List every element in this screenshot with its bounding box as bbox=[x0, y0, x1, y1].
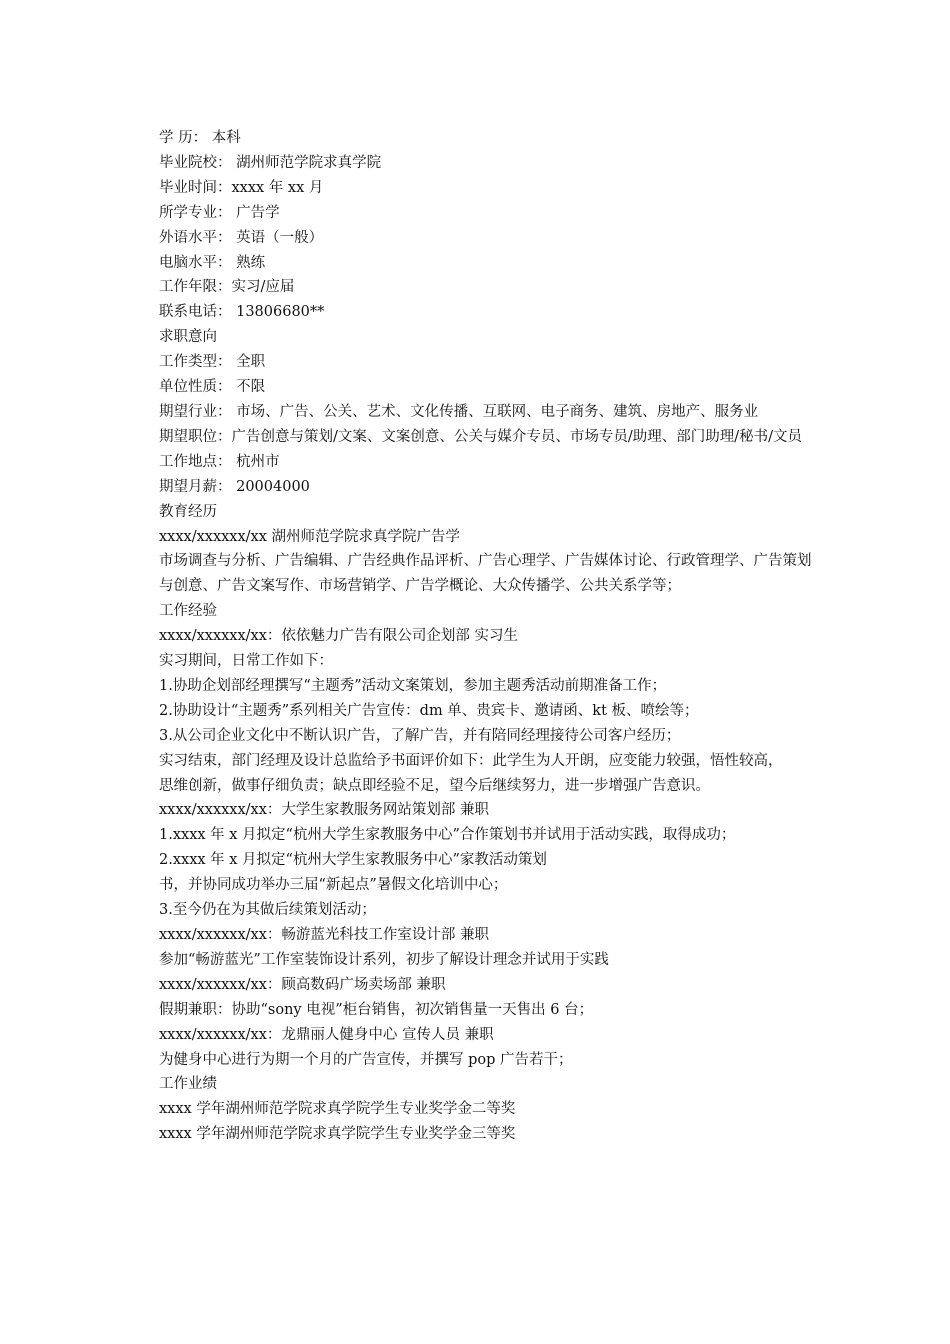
text-line: xxxx/xxxxxx/xx：大学生家教服务网站策划部 兼职 bbox=[159, 802, 490, 819]
text-line: 工作类型： 全职 bbox=[159, 354, 266, 371]
text-line: 参加“畅游蓝光”工作室装饰设计系列，初步了解设计理念并试用于实践 bbox=[159, 951, 609, 968]
text-line: 工作年限：实习/应届 bbox=[159, 279, 295, 296]
text-line: 书，并协同成功举办三届“新起点”暑假文化培训中心； bbox=[159, 877, 508, 894]
text-line: 工作地点： 杭州市 bbox=[159, 453, 280, 470]
text-line: 实习期间，日常工作如下： bbox=[159, 653, 333, 670]
text-line: 2.协助设计“主题秀”系列相关广告宣传：dm 单、贵宾卡、邀请函、kt 板、喷绘等； bbox=[159, 702, 699, 719]
text-line: 毕业时间：xxxx 年 xx 月 bbox=[159, 179, 324, 196]
text-line: 3.从公司企业文化中不断认识广告，了解广告，并有陪同经理接待公司客户经历； bbox=[159, 727, 681, 744]
resume-content bbox=[144, 126, 814, 1147]
text-line: xxxx 学年湖州师范学院求真学院学生专业奖学金三等奖 bbox=[159, 1126, 516, 1143]
text-line: 思维创新，做事仔细负责；缺点即经验不足，望今后继续努力，进一步增强广告意识。 bbox=[159, 777, 710, 794]
text-line: 毕业院校： 湖州师范学院求真学院 bbox=[159, 154, 382, 171]
text-line: 期望职位：广告创意与策划/文案、文案创意、公关与媒介专员、市场专员/助理、部门助理/秘书/文员 bbox=[159, 428, 803, 445]
text-line: 教育经历 bbox=[159, 503, 217, 520]
text-line: xxxx 学年湖州师范学院求真学院学生专业奖学金二等奖 bbox=[159, 1101, 516, 1118]
text-line: 电脑水平： 熟练 bbox=[159, 254, 266, 271]
text-line: 1.xxxx 年 x 月拟定“杭州大学生家教服务中心”合作策划书并试用于活动实践，取得成功； bbox=[159, 827, 736, 844]
text-line: 期望行业： 市场、广告、公关、艺术、文化传播、互联网、电子商务、建筑、房地产、服务业 bbox=[159, 403, 759, 420]
text-line: xxxx/xxxxxx/xx 湖州师范学院求真学院广告学 bbox=[159, 528, 461, 545]
text-line: 为健身中心进行为期一个月的广告宣传，并撰写 pop 广告若干； bbox=[159, 1051, 573, 1068]
text-line: 外语水平： 英语（一般） bbox=[159, 229, 324, 246]
text-line: xxxx/xxxxxx/xx：顾高数码广场卖场部 兼职 bbox=[159, 976, 446, 993]
text-line: 工作业绩 bbox=[159, 1076, 217, 1093]
text-line: 市场调查与分析、广告编辑、广告经典作品评析、广告心理学、广告媒体讨论、行政管理学、广告策划与创意、广告文案写作、市场营销学、广告学概论、大众传播学、公共关系学等； bbox=[159, 553, 812, 595]
text-line: 学 历： 本科 bbox=[159, 130, 241, 146]
text-line: 3.至今仍在为其做后续策划活动； bbox=[159, 902, 376, 919]
text-line: xxxx/xxxxxx/xx：畅游蓝光科技工作室设计部 兼职 bbox=[159, 927, 490, 943]
text-line: 期望月薪： 20004000 bbox=[159, 478, 310, 495]
text-line: 2.xxxx 年 x 月拟定“杭州大学生家教服务中心”家教活动策划 bbox=[159, 852, 547, 869]
text-line: 单位性质： 不限 bbox=[159, 379, 266, 396]
text-line: 实习结束，部门经理及设计总监给予书面评价如下：此学生为人开朗，应变能力较强，悟性较高， bbox=[159, 752, 783, 769]
text-line: 工作经验 bbox=[159, 603, 217, 620]
text-line: xxxx/xxxxxx/xx：依依魅力广告有限公司企划部 实习生 bbox=[159, 628, 519, 645]
text-line: 所学专业： 广告学 bbox=[159, 204, 280, 221]
text-line: 求职意向 bbox=[159, 329, 217, 346]
text-line: 联系电话： 13806680** bbox=[159, 304, 325, 321]
text-line: 1.协助企划部经理撰写“主题秀”活动文案策划，参加主题秀活动前期准备工作； bbox=[159, 677, 667, 694]
text-line: 假期兼职：协助“sony 电视”柜台销售，初次销售量一天售出 6 台； bbox=[159, 1001, 594, 1018]
text-line: xxxx/xxxxxx/xx：龙鼎丽人健身中心 宣传人员 兼职 bbox=[159, 1026, 494, 1043]
